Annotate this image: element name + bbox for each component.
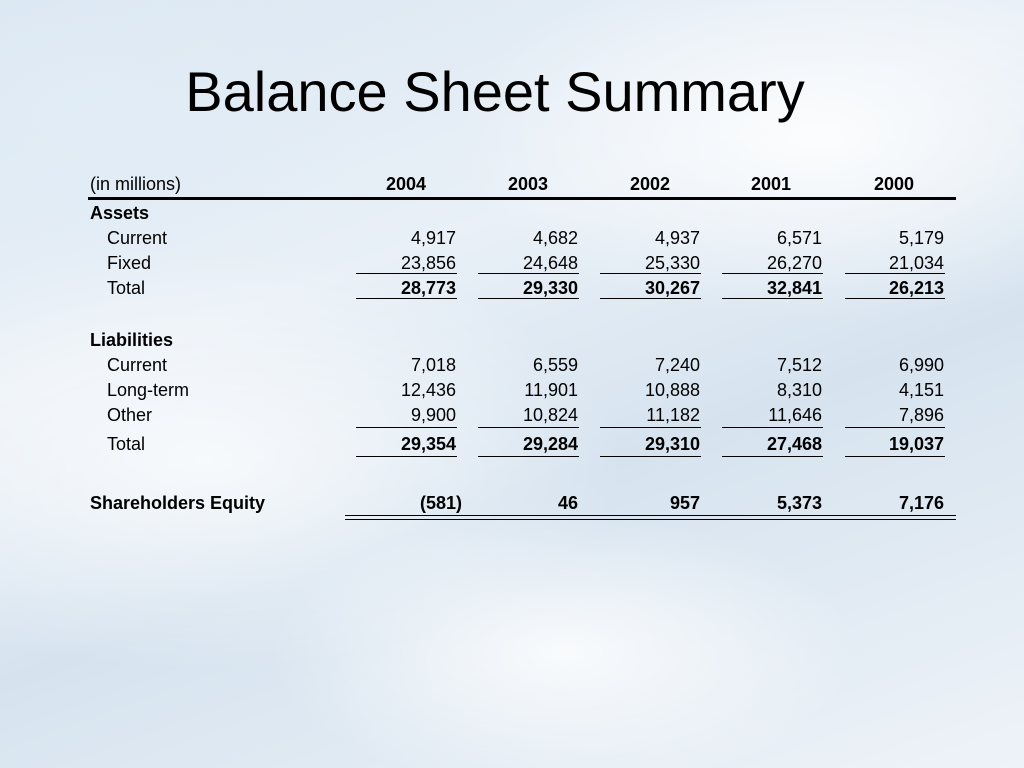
cell-value: 23,856	[400, 253, 456, 273]
cell-value: 4,937	[654, 228, 700, 248]
equity-value: 957	[669, 493, 700, 513]
row-label: Current	[107, 355, 168, 375]
year-header: 2002	[629, 174, 671, 194]
total-value: 19,037	[888, 434, 944, 454]
total-value: 30,267	[644, 278, 700, 298]
units-label: (in millions)	[90, 174, 182, 194]
year-header: 2003	[507, 174, 549, 194]
total-rule	[600, 298, 701, 299]
slide-title: Balance Sheet Summary	[185, 60, 805, 123]
total-value: 26,213	[888, 278, 944, 298]
subtotal-rule	[478, 273, 579, 274]
row-label-total: Total	[107, 434, 146, 454]
cell-value: 11,901	[524, 380, 578, 400]
total-value: 29,354	[400, 434, 456, 454]
total-value: 27,468	[766, 434, 822, 454]
subtotal-rule	[845, 427, 945, 428]
equity-value: 7,176	[898, 493, 944, 513]
cell-value: 10,888	[644, 380, 700, 400]
double-rule-bottom	[345, 519, 956, 520]
total-rule	[356, 298, 457, 299]
cell-value: 6,559	[532, 355, 578, 375]
cell-value: 7,896	[898, 405, 944, 425]
row-label-total: Total	[107, 278, 146, 298]
total-value: 32,841	[766, 278, 822, 298]
cell-value: 7,512	[776, 355, 822, 375]
cell-value: 7,018	[410, 355, 456, 375]
row-label: Long-term	[107, 380, 190, 400]
cell-value: 11,646	[768, 405, 822, 425]
section-heading-liabilities: Liabilities	[90, 330, 174, 350]
total-value: 29,310	[644, 434, 700, 454]
subtotal-rule	[600, 427, 701, 428]
cell-value: 21,034	[888, 253, 944, 273]
cell-value: 24,648	[522, 253, 578, 273]
total-rule	[722, 456, 823, 457]
section-heading-assets: Assets	[90, 203, 150, 223]
total-rule	[722, 298, 823, 299]
equity-value: 46	[557, 493, 578, 513]
total-value: 29,330	[522, 278, 578, 298]
year-header: 2001	[750, 174, 792, 194]
total-rule	[356, 456, 457, 457]
cell-value: 7,240	[654, 355, 700, 375]
cell-value: 10,824	[522, 405, 578, 425]
subtotal-rule	[845, 273, 945, 274]
cell-value: 5,179	[898, 228, 944, 248]
header-rule	[88, 197, 956, 200]
year-header: 2004	[385, 174, 427, 194]
total-value: 28,773	[400, 278, 456, 298]
equity-value: 5,373	[776, 493, 822, 513]
cell-value: 8,310	[776, 380, 822, 400]
cell-value: 25,330	[644, 253, 700, 273]
total-rule	[845, 456, 945, 457]
double-rule-top	[345, 515, 956, 516]
row-label: Other	[107, 405, 153, 425]
subtotal-rule	[356, 427, 457, 428]
subtotal-rule	[722, 427, 823, 428]
cell-value: 6,990	[898, 355, 944, 375]
total-value: 29,284	[522, 434, 578, 454]
cell-value: 4,917	[410, 228, 456, 248]
total-rule	[478, 456, 579, 457]
row-label-equity: Shareholders Equity	[90, 493, 266, 513]
total-rule	[478, 298, 579, 299]
cell-value: 9,900	[410, 405, 456, 425]
cell-value: 26,270	[766, 253, 822, 273]
row-label: Current	[107, 228, 168, 248]
subtotal-rule	[600, 273, 701, 274]
year-header: 2000	[873, 174, 915, 194]
cell-value: 11,182	[646, 405, 700, 425]
equity-value: (581)	[419, 493, 462, 513]
cell-value: 6,571	[776, 228, 822, 248]
subtotal-rule	[356, 273, 457, 274]
row-label: Fixed	[107, 253, 152, 273]
total-rule	[600, 456, 701, 457]
cell-value: 4,151	[898, 380, 944, 400]
subtotal-rule	[478, 427, 579, 428]
cell-value: 4,682	[532, 228, 578, 248]
cell-value: 12,436	[400, 380, 456, 400]
subtotal-rule	[722, 273, 823, 274]
total-rule	[845, 298, 945, 299]
